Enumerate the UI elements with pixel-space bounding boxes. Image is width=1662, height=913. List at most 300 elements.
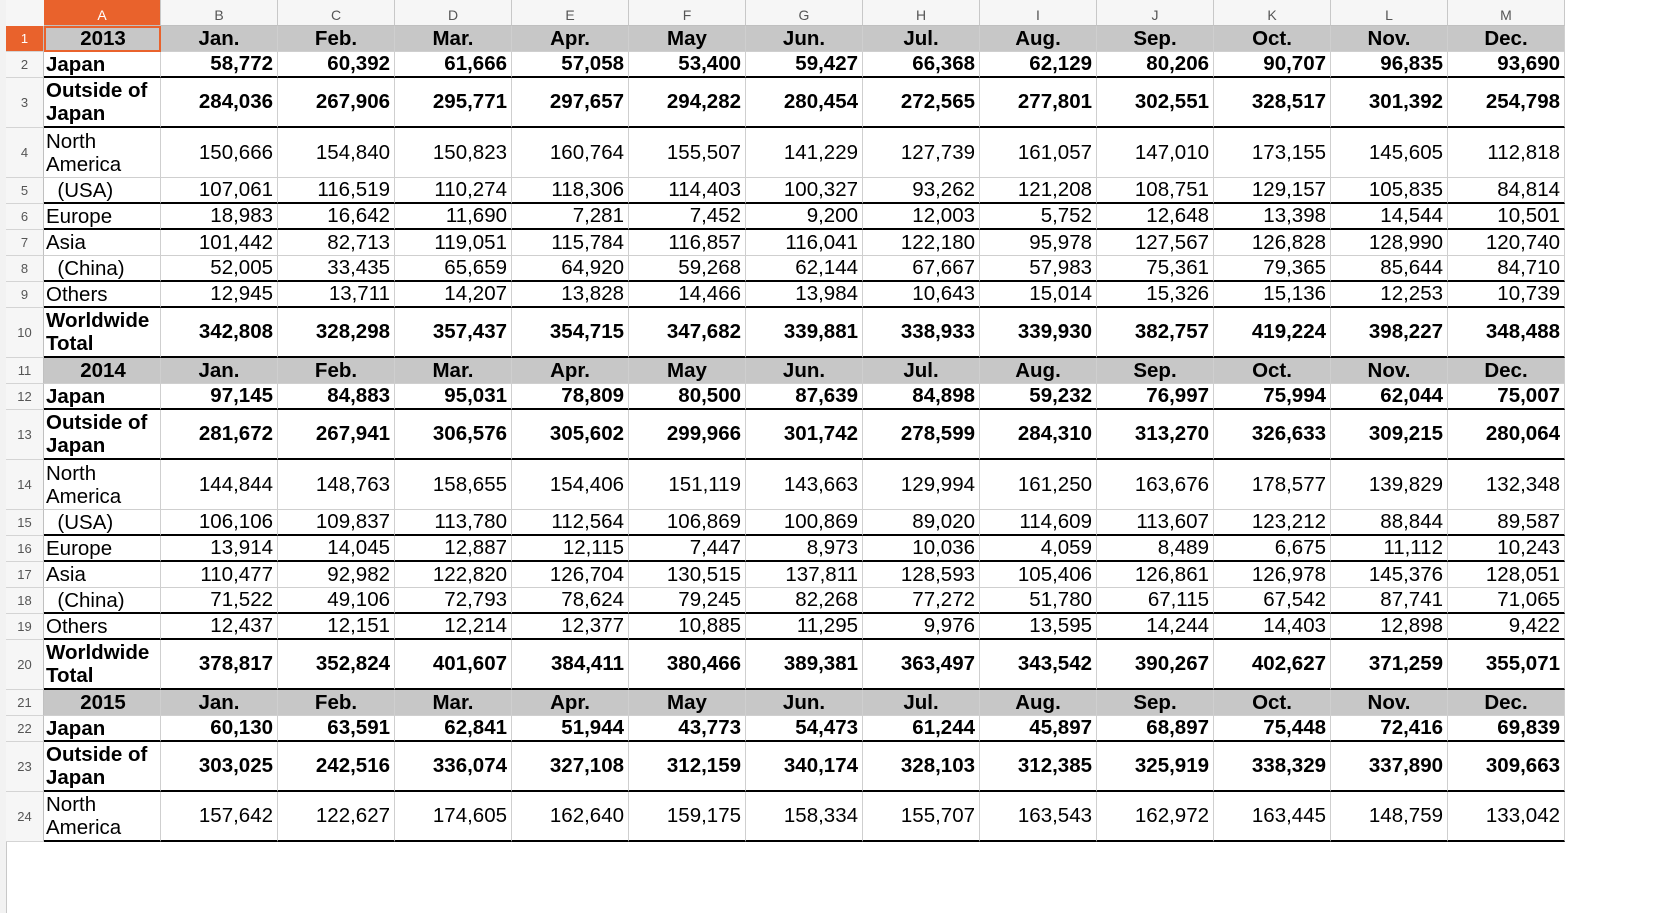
row-header-15[interactable]: 15 (6, 510, 44, 536)
row-header-21[interactable]: 21 (6, 690, 44, 716)
data-cell[interactable]: 328,517 (1214, 78, 1331, 128)
data-cell[interactable]: 419,224 (1214, 308, 1331, 358)
data-cell[interactable]: 126,704 (512, 562, 629, 588)
data-cell[interactable]: 16,642 (278, 204, 395, 230)
data-cell[interactable]: 43,773 (629, 716, 746, 742)
data-cell[interactable]: 79,245 (629, 588, 746, 614)
data-cell[interactable]: 378,817 (161, 640, 278, 690)
data-cell[interactable]: 101,442 (161, 230, 278, 256)
data-cell[interactable]: 306,576 (395, 410, 512, 460)
data-cell[interactable]: 95,978 (980, 230, 1097, 256)
data-cell[interactable]: 126,861 (1097, 562, 1214, 588)
data-cell[interactable]: 80,206 (1097, 52, 1214, 78)
data-cell[interactable]: 66,368 (863, 52, 980, 78)
data-cell[interactable]: Oct. (1214, 358, 1331, 384)
data-cell[interactable]: 132,348 (1448, 460, 1565, 510)
data-cell[interactable]: 158,655 (395, 460, 512, 510)
data-cell[interactable]: 382,757 (1097, 308, 1214, 358)
data-cell[interactable]: 139,829 (1331, 460, 1448, 510)
data-cell[interactable]: 128,990 (1331, 230, 1448, 256)
data-cell[interactable]: Jul. (863, 690, 980, 716)
data-cell[interactable]: 354,715 (512, 308, 629, 358)
row-header-22[interactable]: 22 (6, 716, 44, 742)
data-cell[interactable]: 65,659 (395, 256, 512, 282)
data-cell[interactable]: 67,115 (1097, 588, 1214, 614)
data-cell[interactable]: 118,306 (512, 178, 629, 204)
data-cell[interactable]: 68,897 (1097, 716, 1214, 742)
data-cell[interactable]: 13,984 (746, 282, 863, 308)
data-cell[interactable]: Feb. (278, 690, 395, 716)
data-cell[interactable]: 6,675 (1214, 536, 1331, 562)
row-header-24[interactable]: 24 (6, 792, 44, 842)
data-cell[interactable]: 339,881 (746, 308, 863, 358)
row-label-cell[interactable]: (China) (44, 256, 161, 282)
data-cell[interactable]: 33,435 (278, 256, 395, 282)
data-cell[interactable]: 106,106 (161, 510, 278, 536)
data-cell[interactable]: Jan. (161, 26, 278, 52)
data-cell[interactable]: 14,403 (1214, 614, 1331, 640)
data-cell[interactable]: Aug. (980, 358, 1097, 384)
column-header-a[interactable]: A (44, 0, 161, 26)
row-label-cell[interactable]: Japan (44, 52, 161, 78)
data-cell[interactable]: 75,007 (1448, 384, 1565, 410)
data-cell[interactable]: 326,633 (1214, 410, 1331, 460)
data-cell[interactable]: 61,666 (395, 52, 512, 78)
row-header-10[interactable]: 10 (6, 308, 44, 358)
data-cell[interactable]: 145,605 (1331, 128, 1448, 178)
data-cell[interactable]: 254,798 (1448, 78, 1565, 128)
data-cell[interactable]: 119,051 (395, 230, 512, 256)
data-cell[interactable]: 114,609 (980, 510, 1097, 536)
data-cell[interactable]: Mar. (395, 26, 512, 52)
data-cell[interactable]: 122,627 (278, 792, 395, 842)
data-cell[interactable]: 363,497 (863, 640, 980, 690)
data-cell[interactable]: 137,811 (746, 562, 863, 588)
data-cell[interactable]: 11,112 (1331, 536, 1448, 562)
data-cell[interactable]: 242,516 (278, 742, 395, 792)
data-cell[interactable]: 122,180 (863, 230, 980, 256)
data-cell[interactable]: 305,602 (512, 410, 629, 460)
data-cell[interactable]: 390,267 (1097, 640, 1214, 690)
data-cell[interactable]: 95,031 (395, 384, 512, 410)
data-cell[interactable]: 126,828 (1214, 230, 1331, 256)
column-header-b[interactable]: B (161, 0, 278, 26)
data-cell[interactable]: Sep. (1097, 358, 1214, 384)
data-cell[interactable]: 109,837 (278, 510, 395, 536)
data-cell[interactable]: 14,207 (395, 282, 512, 308)
data-cell[interactable]: 9,976 (863, 614, 980, 640)
data-cell[interactable]: 7,281 (512, 204, 629, 230)
data-cell[interactable]: 106,869 (629, 510, 746, 536)
data-cell[interactable]: 62,841 (395, 716, 512, 742)
data-cell[interactable]: 97,145 (161, 384, 278, 410)
data-cell[interactable]: 158,334 (746, 792, 863, 842)
data-cell[interactable]: 5,752 (980, 204, 1097, 230)
data-cell[interactable]: 141,229 (746, 128, 863, 178)
data-cell[interactable]: 14,544 (1331, 204, 1448, 230)
data-cell[interactable]: 87,639 (746, 384, 863, 410)
select-all-corner[interactable] (6, 0, 45, 27)
data-cell[interactable]: 12,648 (1097, 204, 1214, 230)
data-cell[interactable]: 145,376 (1331, 562, 1448, 588)
data-cell[interactable]: 82,713 (278, 230, 395, 256)
data-cell[interactable]: 8,973 (746, 536, 863, 562)
row-label-cell[interactable]: Worldwide Total (44, 308, 161, 358)
data-cell[interactable]: 88,844 (1331, 510, 1448, 536)
data-cell[interactable]: 130,515 (629, 562, 746, 588)
data-cell[interactable]: 14,244 (1097, 614, 1214, 640)
data-cell[interactable]: 12,151 (278, 614, 395, 640)
row-header-11[interactable]: 11 (6, 358, 44, 384)
data-cell[interactable]: 301,392 (1331, 78, 1448, 128)
row-header-23[interactable]: 23 (6, 742, 44, 792)
data-cell[interactable]: 75,361 (1097, 256, 1214, 282)
data-cell[interactable]: 92,982 (278, 562, 395, 588)
data-cell[interactable]: 402,627 (1214, 640, 1331, 690)
column-header-j[interactable]: J (1097, 0, 1214, 26)
data-cell[interactable]: 51,944 (512, 716, 629, 742)
data-cell[interactable]: 114,403 (629, 178, 746, 204)
data-cell[interactable]: 342,808 (161, 308, 278, 358)
data-cell[interactable]: May (629, 690, 746, 716)
data-cell[interactable]: 120,740 (1448, 230, 1565, 256)
data-cell[interactable]: 340,174 (746, 742, 863, 792)
data-cell[interactable]: Sep. (1097, 690, 1214, 716)
data-cell[interactable]: 278,599 (863, 410, 980, 460)
data-cell[interactable]: Jul. (863, 358, 980, 384)
row-label-cell[interactable]: Asia (44, 562, 161, 588)
data-cell[interactable]: 90,707 (1214, 52, 1331, 78)
data-cell[interactable]: 14,466 (629, 282, 746, 308)
data-cell[interactable]: 294,282 (629, 78, 746, 128)
row-header-12[interactable]: 12 (6, 384, 44, 410)
data-cell[interactable]: 67,667 (863, 256, 980, 282)
row-header-8[interactable]: 8 (6, 256, 44, 282)
data-cell[interactable]: 401,607 (395, 640, 512, 690)
data-cell[interactable]: 352,824 (278, 640, 395, 690)
data-cell[interactable]: 162,972 (1097, 792, 1214, 842)
row-label-cell[interactable]: Worldwide Total (44, 640, 161, 690)
data-cell[interactable]: 62,044 (1331, 384, 1448, 410)
data-cell[interactable]: 163,676 (1097, 460, 1214, 510)
data-cell[interactable]: 174,605 (395, 792, 512, 842)
data-cell[interactable]: 59,232 (980, 384, 1097, 410)
column-header-c[interactable]: C (278, 0, 395, 26)
data-cell[interactable]: 122,820 (395, 562, 512, 588)
data-cell[interactable]: 80,500 (629, 384, 746, 410)
data-cell[interactable]: 355,071 (1448, 640, 1565, 690)
data-cell[interactable]: 284,310 (980, 410, 1097, 460)
data-cell[interactable]: 60,392 (278, 52, 395, 78)
data-cell[interactable]: 281,672 (161, 410, 278, 460)
data-cell[interactable]: 162,640 (512, 792, 629, 842)
data-cell[interactable]: 325,919 (1097, 742, 1214, 792)
data-cell[interactable]: 72,793 (395, 588, 512, 614)
data-cell[interactable]: 327,108 (512, 742, 629, 792)
data-cell[interactable]: 62,129 (980, 52, 1097, 78)
data-cell[interactable]: 150,666 (161, 128, 278, 178)
data-cell[interactable]: 64,920 (512, 256, 629, 282)
row-header-2[interactable]: 2 (6, 52, 44, 78)
data-cell[interactable]: 328,298 (278, 308, 395, 358)
row-label-cell[interactable]: Japan (44, 716, 161, 742)
data-cell[interactable]: 309,663 (1448, 742, 1565, 792)
data-cell[interactable]: 339,930 (980, 308, 1097, 358)
data-cell[interactable]: 127,567 (1097, 230, 1214, 256)
data-cell[interactable]: 71,065 (1448, 588, 1565, 614)
data-cell[interactable]: 128,051 (1448, 562, 1565, 588)
row-label-cell[interactable]: Outside of Japan (44, 410, 161, 460)
data-cell[interactable]: 45,897 (980, 716, 1097, 742)
data-cell[interactable]: 116,519 (278, 178, 395, 204)
data-cell[interactable]: 312,385 (980, 742, 1097, 792)
row-label-cell[interactable]: Outside of Japan (44, 742, 161, 792)
data-cell[interactable]: 9,422 (1448, 614, 1565, 640)
data-cell[interactable]: Jun. (746, 26, 863, 52)
data-cell[interactable]: 267,941 (278, 410, 395, 460)
data-cell[interactable]: 15,014 (980, 282, 1097, 308)
data-cell[interactable]: 93,690 (1448, 52, 1565, 78)
data-cell[interactable]: 15,326 (1097, 282, 1214, 308)
data-cell[interactable]: 148,759 (1331, 792, 1448, 842)
data-cell[interactable]: 127,739 (863, 128, 980, 178)
data-cell[interactable]: 301,742 (746, 410, 863, 460)
data-cell[interactable]: 13,828 (512, 282, 629, 308)
data-cell[interactable]: 10,243 (1448, 536, 1565, 562)
data-cell[interactable]: Nov. (1331, 358, 1448, 384)
data-cell[interactable]: Apr. (512, 690, 629, 716)
data-cell[interactable]: Jun. (746, 690, 863, 716)
row-label-cell[interactable]: (China) (44, 588, 161, 614)
data-cell[interactable]: 151,119 (629, 460, 746, 510)
row-label-cell[interactable]: Asia (44, 230, 161, 256)
data-cell[interactable]: 147,010 (1097, 128, 1214, 178)
data-cell[interactable]: 309,215 (1331, 410, 1448, 460)
data-cell[interactable]: 148,763 (278, 460, 395, 510)
data-cell[interactable]: 105,406 (980, 562, 1097, 588)
data-cell[interactable]: 60,130 (161, 716, 278, 742)
data-cell[interactable]: 12,945 (161, 282, 278, 308)
data-cell[interactable]: 10,643 (863, 282, 980, 308)
data-cell[interactable]: 72,416 (1331, 716, 1448, 742)
data-cell[interactable]: 11,295 (746, 614, 863, 640)
data-cell[interactable]: 371,259 (1331, 640, 1448, 690)
data-cell[interactable]: 57,983 (980, 256, 1097, 282)
row-label-cell[interactable]: 2015 (44, 690, 161, 716)
column-header-g[interactable]: G (746, 0, 863, 26)
data-cell[interactable]: 61,244 (863, 716, 980, 742)
data-cell[interactable]: 126,978 (1214, 562, 1331, 588)
row-header-16[interactable]: 16 (6, 536, 44, 562)
column-header-d[interactable]: D (395, 0, 512, 26)
data-cell[interactable]: Nov. (1331, 26, 1448, 52)
data-cell[interactable]: 4,059 (980, 536, 1097, 562)
data-cell[interactable]: 337,890 (1331, 742, 1448, 792)
data-cell[interactable]: 10,739 (1448, 282, 1565, 308)
data-cell[interactable]: Aug. (980, 690, 1097, 716)
data-cell[interactable]: 272,565 (863, 78, 980, 128)
data-cell[interactable]: 155,707 (863, 792, 980, 842)
column-header-l[interactable]: L (1331, 0, 1448, 26)
data-cell[interactable]: 18,983 (161, 204, 278, 230)
row-label-cell[interactable]: North America (44, 128, 161, 178)
row-label-cell[interactable]: Others (44, 282, 161, 308)
row-header-1[interactable]: 1 (6, 26, 44, 52)
column-header-m[interactable]: M (1448, 0, 1565, 26)
data-cell[interactable]: 302,551 (1097, 78, 1214, 128)
data-cell[interactable]: May (629, 26, 746, 52)
row-header-4[interactable]: 4 (6, 128, 44, 178)
row-header-9[interactable]: 9 (6, 282, 44, 308)
row-label-cell[interactable]: Europe (44, 204, 161, 230)
data-cell[interactable]: 67,542 (1214, 588, 1331, 614)
data-cell[interactable]: Jun. (746, 358, 863, 384)
data-cell[interactable]: 116,857 (629, 230, 746, 256)
data-cell[interactable]: 338,329 (1214, 742, 1331, 792)
row-label-cell[interactable]: Japan (44, 384, 161, 410)
data-cell[interactable]: 75,448 (1214, 716, 1331, 742)
data-cell[interactable]: 100,869 (746, 510, 863, 536)
data-cell[interactable]: 161,250 (980, 460, 1097, 510)
data-cell[interactable]: 12,887 (395, 536, 512, 562)
data-cell[interactable]: Nov. (1331, 690, 1448, 716)
data-cell[interactable]: 297,657 (512, 78, 629, 128)
data-cell[interactable]: Feb. (278, 26, 395, 52)
column-header-k[interactable]: K (1214, 0, 1331, 26)
row-header-18[interactable]: 18 (6, 588, 44, 614)
column-header-h[interactable]: H (863, 0, 980, 26)
data-cell[interactable]: 107,061 (161, 178, 278, 204)
data-cell[interactable]: 113,607 (1097, 510, 1214, 536)
data-cell[interactable]: 128,593 (863, 562, 980, 588)
data-cell[interactable]: 10,036 (863, 536, 980, 562)
data-cell[interactable]: 159,175 (629, 792, 746, 842)
data-cell[interactable]: 295,771 (395, 78, 512, 128)
data-cell[interactable]: 13,398 (1214, 204, 1331, 230)
data-cell[interactable]: Mar. (395, 690, 512, 716)
data-cell[interactable]: 10,501 (1448, 204, 1565, 230)
data-cell[interactable]: 143,663 (746, 460, 863, 510)
data-cell[interactable]: 59,427 (746, 52, 863, 78)
data-cell[interactable]: 69,839 (1448, 716, 1565, 742)
row-header-7[interactable]: 7 (6, 230, 44, 256)
data-cell[interactable]: 113,780 (395, 510, 512, 536)
data-cell[interactable]: Mar. (395, 358, 512, 384)
data-cell[interactable]: 112,564 (512, 510, 629, 536)
data-cell[interactable]: 398,227 (1331, 308, 1448, 358)
data-cell[interactable]: 155,507 (629, 128, 746, 178)
data-cell[interactable]: 280,454 (746, 78, 863, 128)
data-cell[interactable]: 178,577 (1214, 460, 1331, 510)
data-cell[interactable]: 51,780 (980, 588, 1097, 614)
data-cell[interactable]: 93,262 (863, 178, 980, 204)
row-header-20[interactable]: 20 (6, 640, 44, 690)
data-cell[interactable]: 63,591 (278, 716, 395, 742)
data-cell[interactable]: 84,883 (278, 384, 395, 410)
data-cell[interactable]: 154,840 (278, 128, 395, 178)
data-cell[interactable]: 121,208 (980, 178, 1097, 204)
data-cell[interactable]: Jul. (863, 26, 980, 52)
data-cell[interactable]: 78,624 (512, 588, 629, 614)
data-cell[interactable]: 89,020 (863, 510, 980, 536)
row-label-cell[interactable]: (USA) (44, 510, 161, 536)
row-header-6[interactable]: 6 (6, 204, 44, 230)
data-cell[interactable]: Feb. (278, 358, 395, 384)
row-header-3[interactable]: 3 (6, 78, 44, 128)
row-label-cell[interactable]: (USA) (44, 178, 161, 204)
data-cell[interactable]: Oct. (1214, 690, 1331, 716)
data-cell[interactable]: 53,400 (629, 52, 746, 78)
data-cell[interactable]: 105,835 (1331, 178, 1448, 204)
data-cell[interactable]: 12,003 (863, 204, 980, 230)
data-cell[interactable]: 12,377 (512, 614, 629, 640)
data-cell[interactable]: 267,906 (278, 78, 395, 128)
row-label-cell[interactable]: 2013 (44, 26, 161, 52)
data-cell[interactable]: 62,144 (746, 256, 863, 282)
row-header-17[interactable]: 17 (6, 562, 44, 588)
data-cell[interactable]: 59,268 (629, 256, 746, 282)
data-cell[interactable]: 163,543 (980, 792, 1097, 842)
data-cell[interactable]: 49,106 (278, 588, 395, 614)
row-header-14[interactable]: 14 (6, 460, 44, 510)
row-label-cell[interactable]: Europe (44, 536, 161, 562)
data-cell[interactable]: 13,711 (278, 282, 395, 308)
data-cell[interactable]: 343,542 (980, 640, 1097, 690)
data-cell[interactable]: 150,823 (395, 128, 512, 178)
data-cell[interactable]: 12,214 (395, 614, 512, 640)
data-cell[interactable]: 328,103 (863, 742, 980, 792)
data-cell[interactable]: 357,437 (395, 308, 512, 358)
data-cell[interactable]: 110,477 (161, 562, 278, 588)
data-cell[interactable]: 12,437 (161, 614, 278, 640)
data-cell[interactable]: 12,898 (1331, 614, 1448, 640)
data-cell[interactable]: Jan. (161, 690, 278, 716)
row-label-cell[interactable]: Outside of Japan (44, 78, 161, 128)
data-cell[interactable]: 57,058 (512, 52, 629, 78)
data-cell[interactable]: 58,772 (161, 52, 278, 78)
data-cell[interactable]: 78,809 (512, 384, 629, 410)
data-cell[interactable]: 280,064 (1448, 410, 1565, 460)
data-cell[interactable]: 284,036 (161, 78, 278, 128)
data-cell[interactable]: 100,327 (746, 178, 863, 204)
data-cell[interactable]: 14,045 (278, 536, 395, 562)
data-cell[interactable]: 129,994 (863, 460, 980, 510)
data-cell[interactable]: 108,751 (1097, 178, 1214, 204)
data-cell[interactable]: 173,155 (1214, 128, 1331, 178)
data-cell[interactable]: 144,844 (161, 460, 278, 510)
data-cell[interactable]: 348,488 (1448, 308, 1565, 358)
data-cell[interactable]: 347,682 (629, 308, 746, 358)
row-label-cell[interactable]: North America (44, 792, 161, 842)
data-cell[interactable]: 303,025 (161, 742, 278, 792)
data-cell[interactable]: 54,473 (746, 716, 863, 742)
data-cell[interactable]: 112,818 (1448, 128, 1565, 178)
data-cell[interactable]: 9,200 (746, 204, 863, 230)
data-cell[interactable]: 77,272 (863, 588, 980, 614)
data-cell[interactable]: 8,489 (1097, 536, 1214, 562)
data-cell[interactable]: 7,447 (629, 536, 746, 562)
data-cell[interactable]: 7,452 (629, 204, 746, 230)
data-cell[interactable]: May (629, 358, 746, 384)
data-cell[interactable]: Dec. (1448, 690, 1565, 716)
row-label-cell[interactable]: 2014 (44, 358, 161, 384)
data-cell[interactable]: 115,784 (512, 230, 629, 256)
data-cell[interactable]: 76,997 (1097, 384, 1214, 410)
data-cell[interactable]: 12,115 (512, 536, 629, 562)
data-cell[interactable]: 87,741 (1331, 588, 1448, 614)
data-cell[interactable]: 11,690 (395, 204, 512, 230)
data-cell[interactable]: 313,270 (1097, 410, 1214, 460)
